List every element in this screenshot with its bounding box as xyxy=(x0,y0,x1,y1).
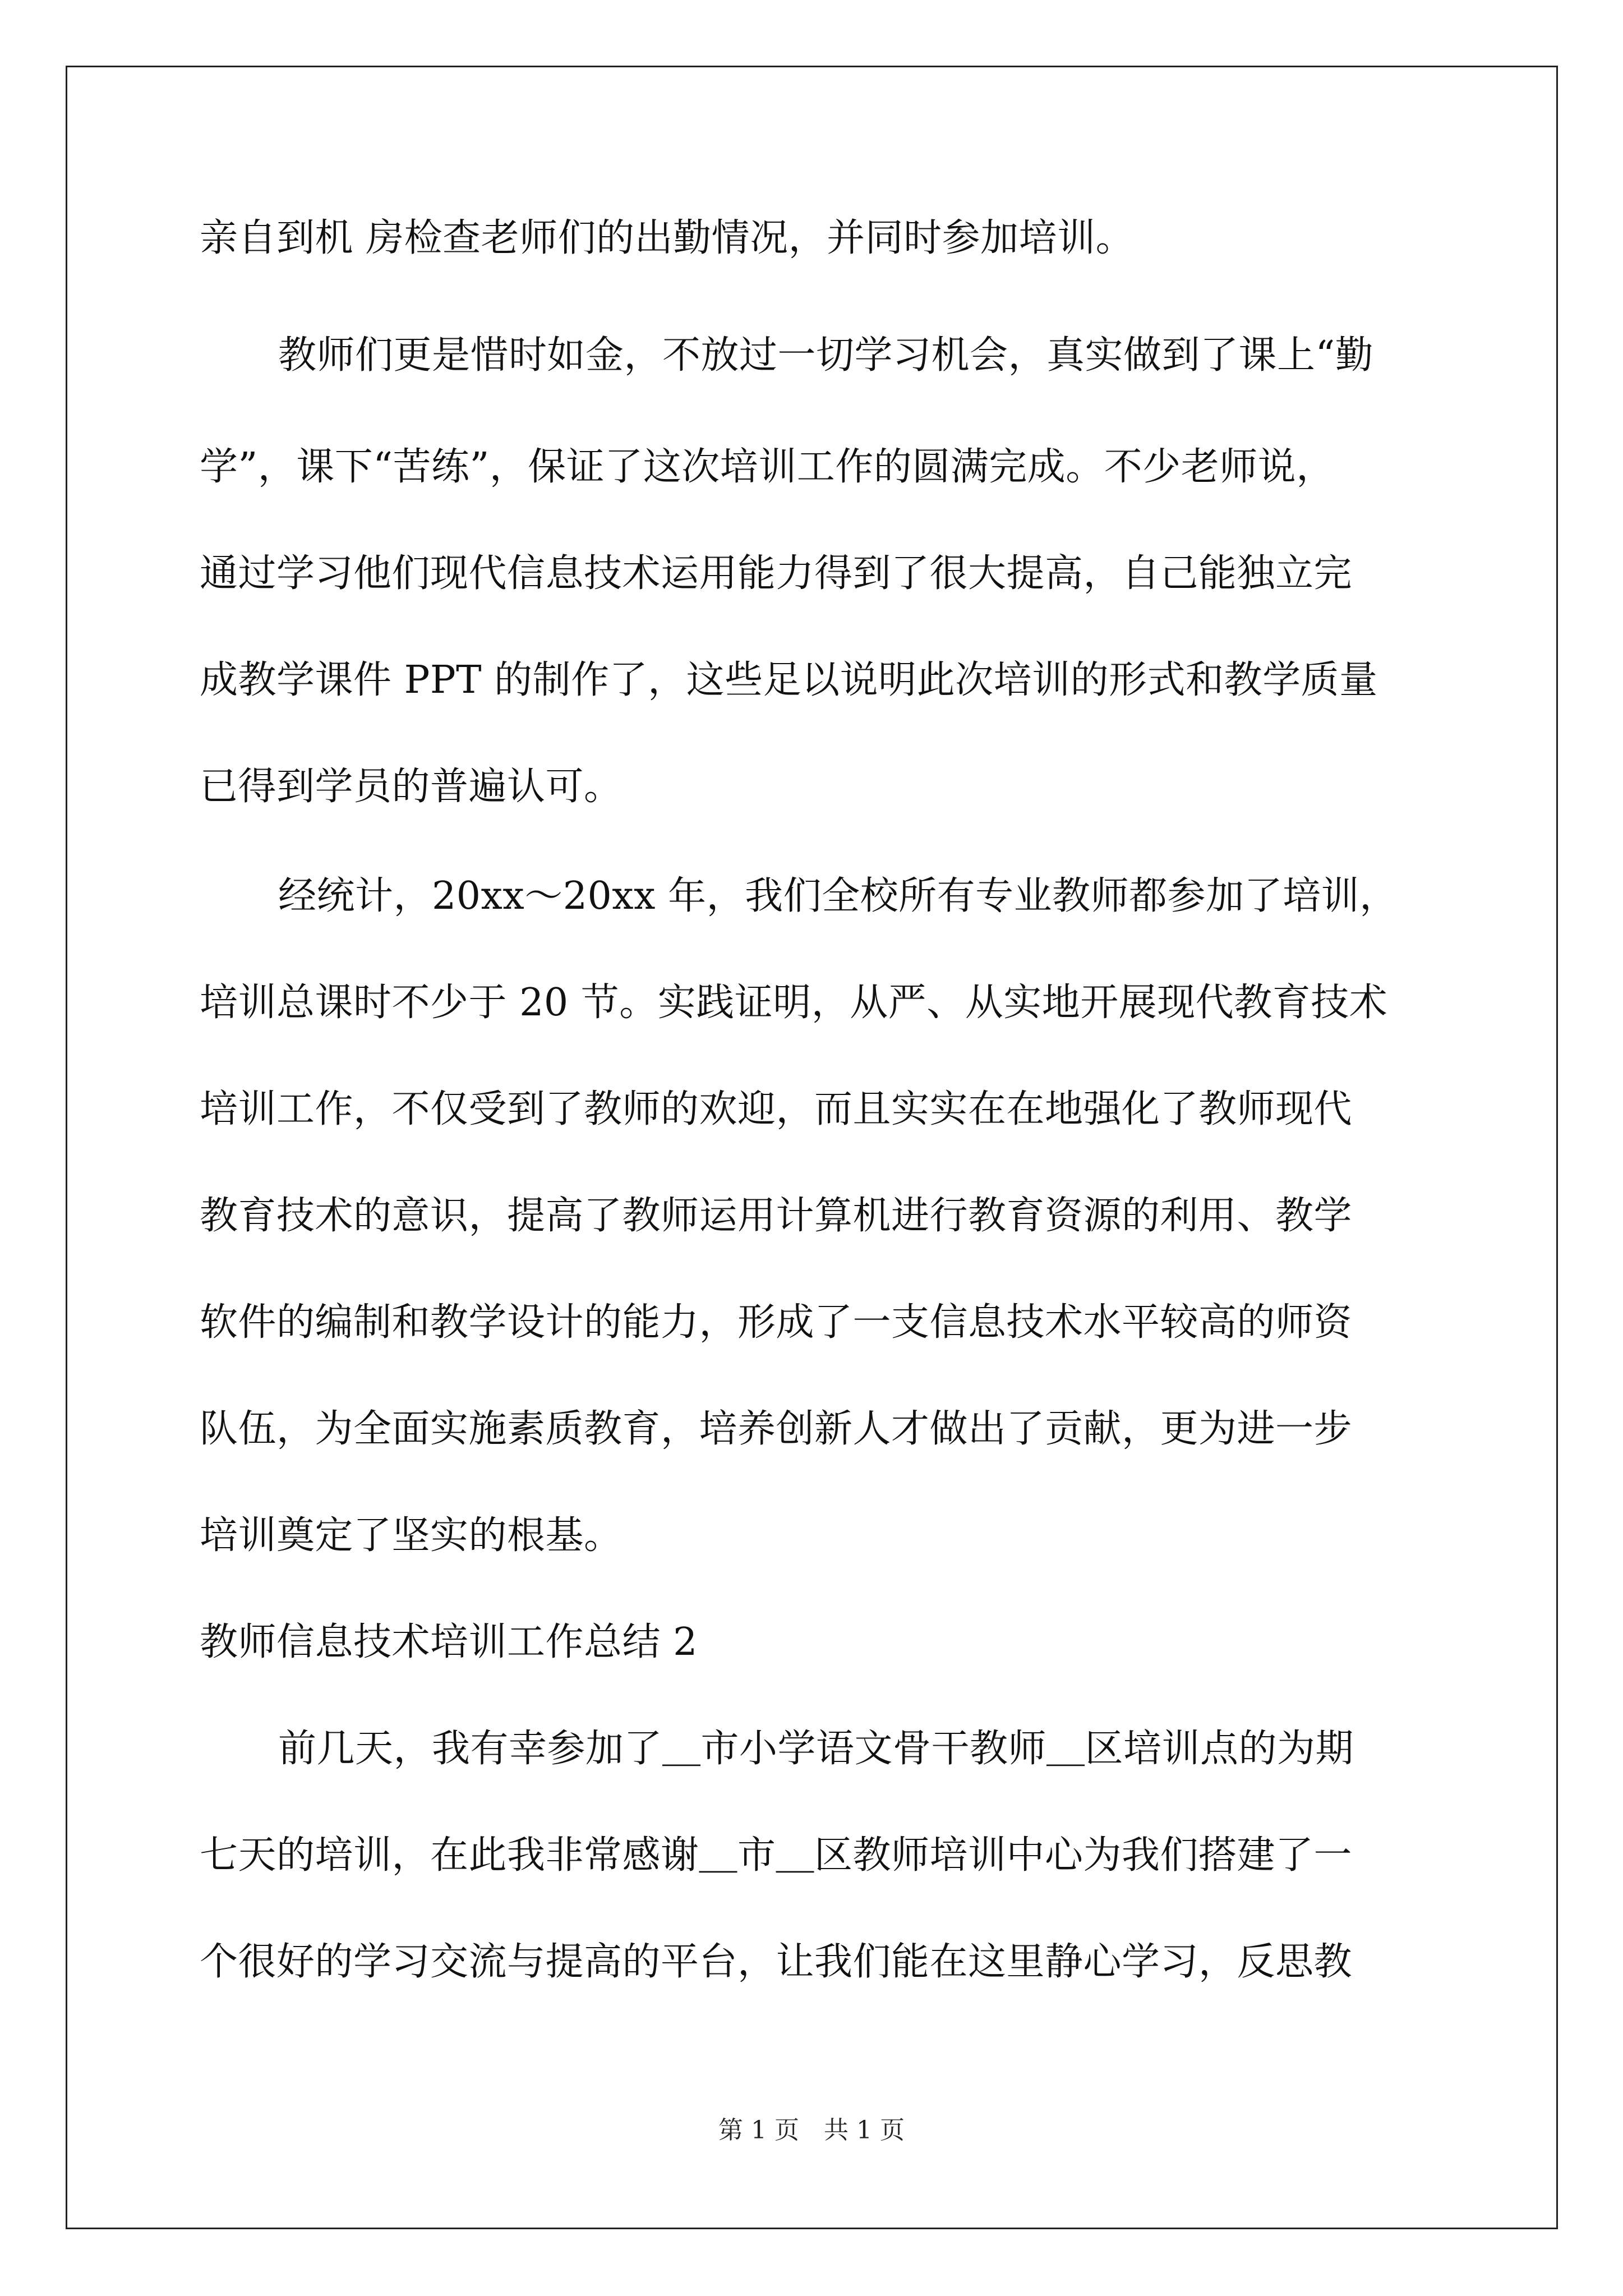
text-line: 个很好的学习交流与提高的平台，让我们能在这里静心学习，反思教 xyxy=(200,1940,1353,1984)
text-line: 培训奠定了坚实的根基。 xyxy=(200,1513,623,1558)
text-line: 学”，课下“苦练”，保证了这次培训工作的圆满完成。不少老师说， xyxy=(200,445,1335,489)
page-number-footer: 第 1 页 共 1 页 xyxy=(718,2116,905,2145)
text-line: 已得到学员的普遍认可。 xyxy=(200,765,623,809)
text-line: 培训工作，不仅受到了教师的欢迎，而且实实在在地强化了教师现代 xyxy=(200,1087,1353,1131)
text-line: 亲自到机 房检查老师们的出勤情况，并同时参加培训。 xyxy=(200,216,1135,260)
text-line: 教师们更是惜时如金，不放过一切学习机会，真实做到了课上“勤 xyxy=(278,333,1374,378)
text-line: 培训总课时不少于 20 节。实践证明，从严、从实地开展现代教育技术 xyxy=(200,981,1388,1025)
text-line: 经统计，20xx～20xx 年，我们全校所有专业教师都参加了培训， xyxy=(278,874,1398,918)
page-border xyxy=(66,66,1558,2229)
section-heading: 教师信息技术培训工作总结 2 xyxy=(200,1620,698,1664)
text-line: 教育技术的意识，提高了教师运用计算机进行教育资源的利用、教学 xyxy=(200,1194,1353,1238)
text-line: 前几天，我有幸参加了＿市小学语文骨干教师＿区培训点的为期 xyxy=(278,1727,1354,1771)
text-line: 七天的培训，在此我非常感谢＿市＿区教师培训中心为我们搭建了一 xyxy=(200,1833,1353,1878)
text-line: 队伍，为全面实施素质教育，培养创新人才做出了贡献，更为进一步 xyxy=(200,1407,1353,1451)
text-line: 通过学习他们现代信息技术运用能力得到了很大提高，自己能独立完 xyxy=(200,551,1353,596)
text-line: 软件的编制和教学设计的能力，形成了一支信息技术水平较高的师资 xyxy=(200,1300,1353,1345)
text-line: 成教学课件 PPT 的制作了，这些足以说明此次培训的形式和教学质量 xyxy=(200,658,1378,702)
